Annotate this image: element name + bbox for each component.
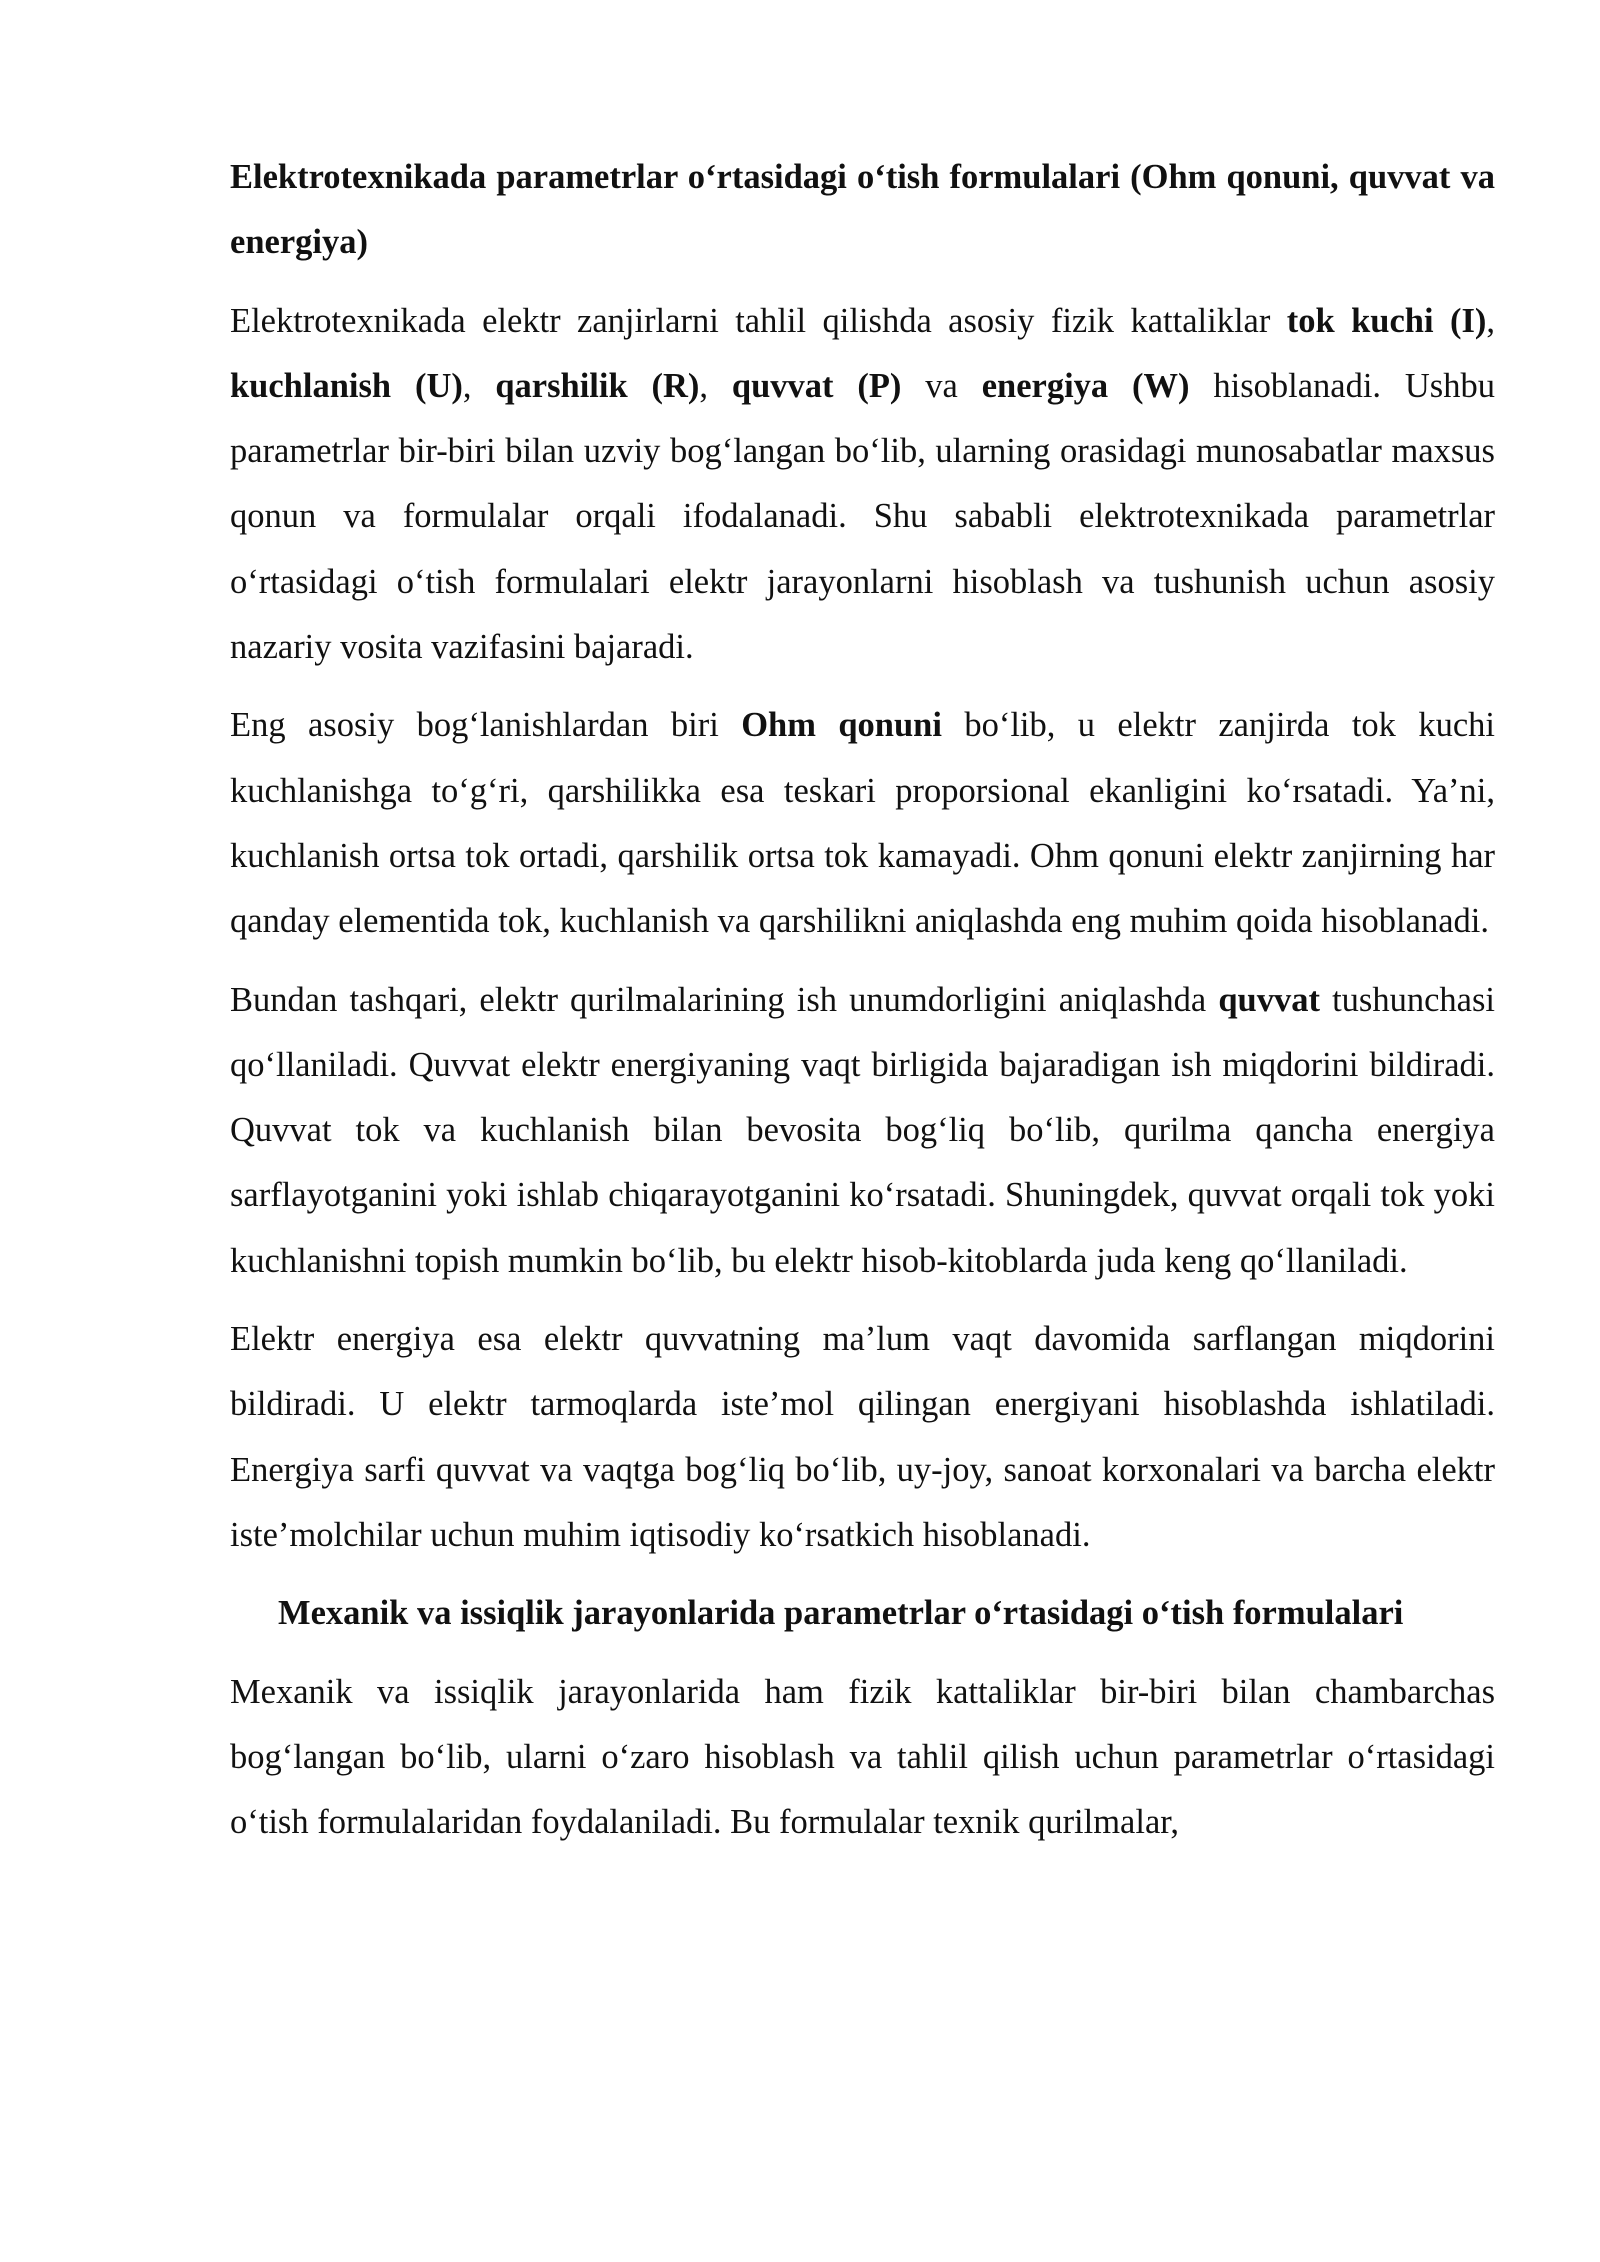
term-power: quvvat (P) (731, 366, 902, 405)
paragraph-text: Bundan tashqari, elektr qurilmalarining ish unumdorligini aniqlashda (230, 980, 1219, 1019)
paragraph-text: Elektrotexnikada elektr zanjirlarni tahlil qilishda asosiy fizik kattaliklar (230, 301, 1287, 340)
paragraph-text: hisoblanadi. Ushbu parametrlar bir-biri bilan uzviy bog‘langan bo‘lib, ularning orasidagi munosabatlar maxsus qonun va formulalar orqali ifodalanadi. Shu sababli elektrotexnikada parametrlar o‘rtasidagi o‘tish formulalari elektr jarayonlarni hisoblash va tushunish uchun asosiy nazariy vosita vazifasini bajaradi. (230, 366, 1495, 667)
section-heading-mechanical-thermal: Mexanik va issiqlik jarayonlarida parametrlar o‘rtasidagi o‘tish formulalari (278, 1594, 1404, 1633)
separator-text: , (699, 366, 732, 405)
separator-text: , (1486, 301, 1495, 340)
paragraph-text: bo‘lib, u elektr zanjirda tok kuchi kuchlanishga to‘g‘ri, qarshilikka esa teskari proporsional ekanligini ko‘rsatadi. Ya’ni, kuchlanish ortsa tok ortadi, qarshilik ortsa tok kamayadi. Ohm qonuni elektr zanjirning har qanday elementida tok, kuchlanish va qarshilikni aniqlashda eng muhim qoida hisoblanadi. (230, 706, 1495, 941)
separator-text: , (462, 366, 496, 405)
paragraph-text: tushunchasi qo‘llaniladi. Quvvat elektr energiyaning vaqt birligida bajaradigan ish miqdorini bildiradi. Quvvat tok va kuchlanish bilan bevosita bog‘liq bo‘lib, qurilma qancha energiya sarflayotganini yoki ishlab chiqarayotganini ko‘rsatadi. Shuningdek, quvvat orqali tok yoki kuchlanishni topish mumkin bo‘lib, bu elektr hisob-kitoblarda juda keng qo‘llaniladi. (230, 980, 1495, 1280)
paragraph-energy: Elektr energiya esa elektr quvvatning ma’lum vaqt davomida sarflangan miqdorini bildiradi. U elektr tarmoqlarda iste’mol qilingan energiyani hisoblashda ishlatiladi. Energiya sarfi quvvat va vaqtga bog‘liq bo‘lib, uy-joy, sanoat korxonalari va barcha elektr iste’molchilar uchun muhim iqtisodiy ko‘rsatkich hisoblanadi. (230, 1320, 1495, 1554)
term-ohm-law: Ohm qonuni (741, 706, 942, 745)
term-current: tok kuchi (I) (1286, 301, 1487, 340)
paragraph-ohm-law (230, 693, 1495, 954)
section-heading-electrical: Elektrotexnikada parametrlar o‘rtasidagi o‘tish formulalari (Ohm qonuni, quvvat va energiya) (230, 158, 1495, 262)
paragraph-text: Eng asosiy bog‘lanishlardan biri (230, 706, 742, 745)
term-resistance: qarshilik (R) (495, 366, 700, 405)
term-voltage: kuchlanish (U) (230, 366, 463, 405)
paragraph-electrical-quantities (230, 289, 1495, 681)
term-energy: energiya (W) (981, 366, 1190, 405)
term-power-bold: quvvat (1218, 980, 1320, 1019)
paragraph-power (230, 968, 1495, 1294)
paragraph-mechanical-thermal: Mexanik va issiqlik jarayonlarida ham fizik kattaliklar bir-biri bilan chambarchas bog‘langan bo‘lib, ularni o‘zaro hisoblash va tahlil qilish uchun parametrlar o‘rtasidagi o‘tish formulalaridan foydalaniladi. Bu formulalar texnik qurilmalar, (230, 1672, 1495, 1842)
separator-text: va (901, 366, 982, 405)
document-content (230, 145, 1495, 1855)
